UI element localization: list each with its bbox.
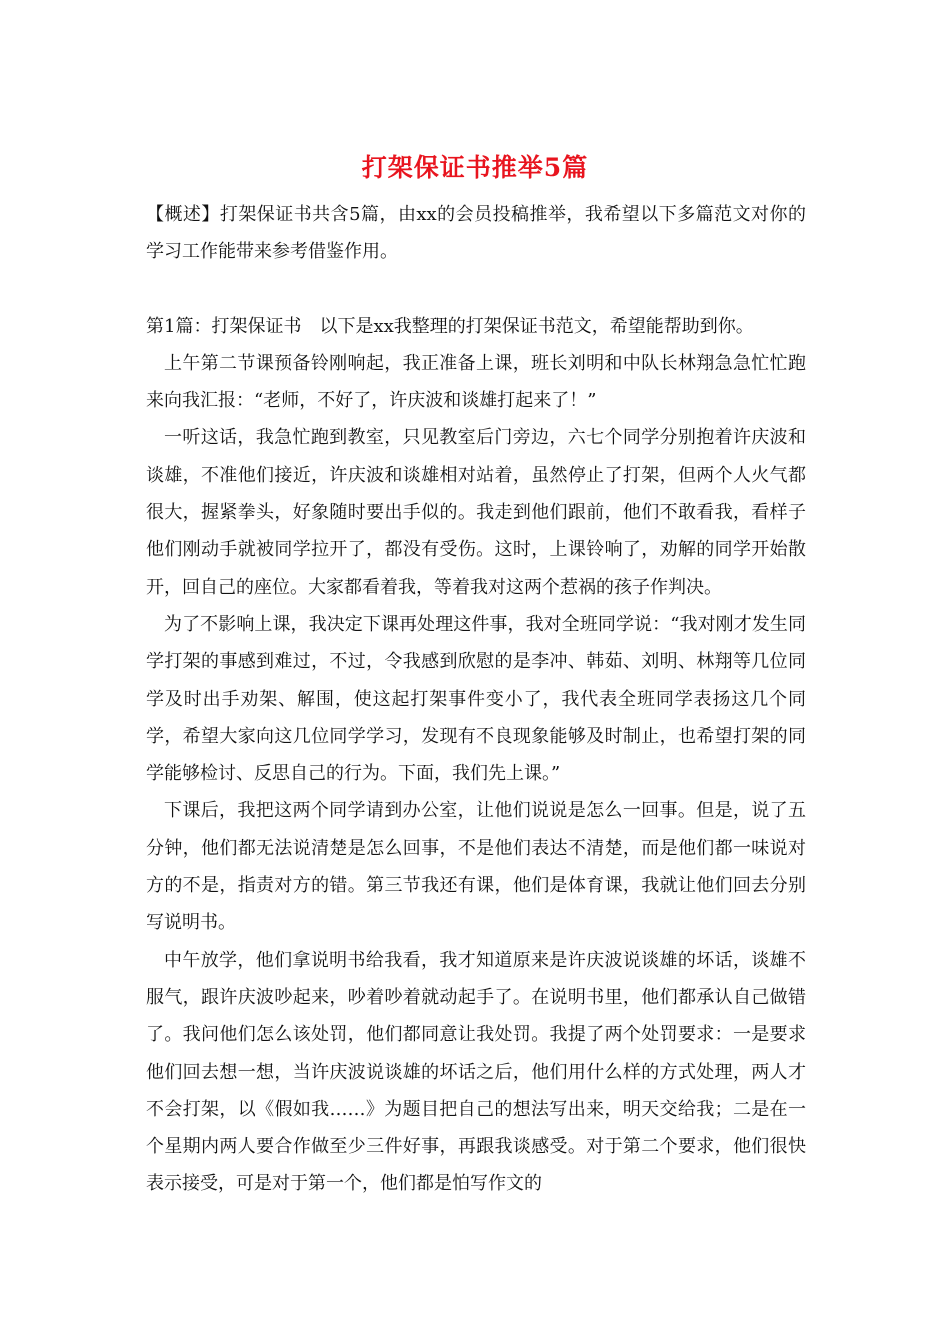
document-body <box>146 196 806 1203</box>
body-paragraph-4: 下课后，我把这两个同学请到办公室，让他们说说是怎么一回事。但是，说了五分钟，他们都无法说清楚是怎么回事，不是他们表达不清楚，而是他们都一味说对方的不是，指责对方的错。第三节我还有课，他们是体育课，我就让他们回去分别写说明书。 <box>146 800 806 934</box>
section-heading: 第1篇：打架保证书 以下是xx我整理的打架保证书范文，希望能帮助到你。 <box>146 315 754 337</box>
body-paragraph-1: 上午第二节课预备铃刚响起，我正准备上课，班长刘明和中队长林翔急急忙忙跑来向我汇报：“老师，不好了，许庆波和谈雄打起来了！” <box>146 352 806 412</box>
body-paragraph-5: 中午放学，他们拿说明书给我看，我才知道原来是许庆波说谈雄的坏话，谈雄不服气，跟许庆波吵起来，吵着吵着就动起手了。在说明书里，他们都承认自己做错了。我问他们怎么该处罚，他们都同意让我处罚。我提了两个处罚要求：一是要求他们回去想一想，当许庆波说谈雄的坏话之后，他们用什么样的方式处理，两人才不会打架，以《假如我……》为题目把自己的想法写出来，明天交给我；二是在一个星期内两人要合作做至少三件好事，再跟我谈感受。对于第二个要求，他们很快表示接受，可是对于第一个，他们都是怕写作文的 <box>146 949 806 1195</box>
summary-paragraph: 【概述】打架保证书共含5篇，由xx的会员投稿推举，我希望以下多篇范文对你的学习工作能带来参考借鉴作用。 <box>146 204 806 263</box>
body-paragraph-3: 为了不影响上课，我决定下课再处理这件事，我对全班同学说：“我对刚才发生同学打架的事感到难过，不过，令我感到欣慰的是李冲、韩茹、刘明、林翔等几位同学及时出手劝架、解围，使这起打架事件变小了，我代表全班同学表扬这几个同学，希望大家向这几位同学学习，发现有不良现象能够及时制止，也希望打架的同学能够检讨、反思自己的行为。下面，我们先上课。” <box>146 613 806 785</box>
body-paragraph-2: 一听这话，我急忙跑到教室，只见教室后门旁边，六七个同学分别抱着许庆波和谈雄，不准他们接近，许庆波和谈雄相对站着，虽然停止了打架，但两个人火气都很大，握紧拳头，好象随时要出手似的。我走到他们跟前，他们不敢看我，看样子他们刚动手就被同学拉开了，都没有受伤。这时，上课铃响了，劝解的同学开始散开，回自己的座位。大家都看着我，等着我对这两个惹祸的孩子作判决。 <box>146 427 806 598</box>
document-title: 打架保证书推举5篇 <box>361 153 589 182</box>
